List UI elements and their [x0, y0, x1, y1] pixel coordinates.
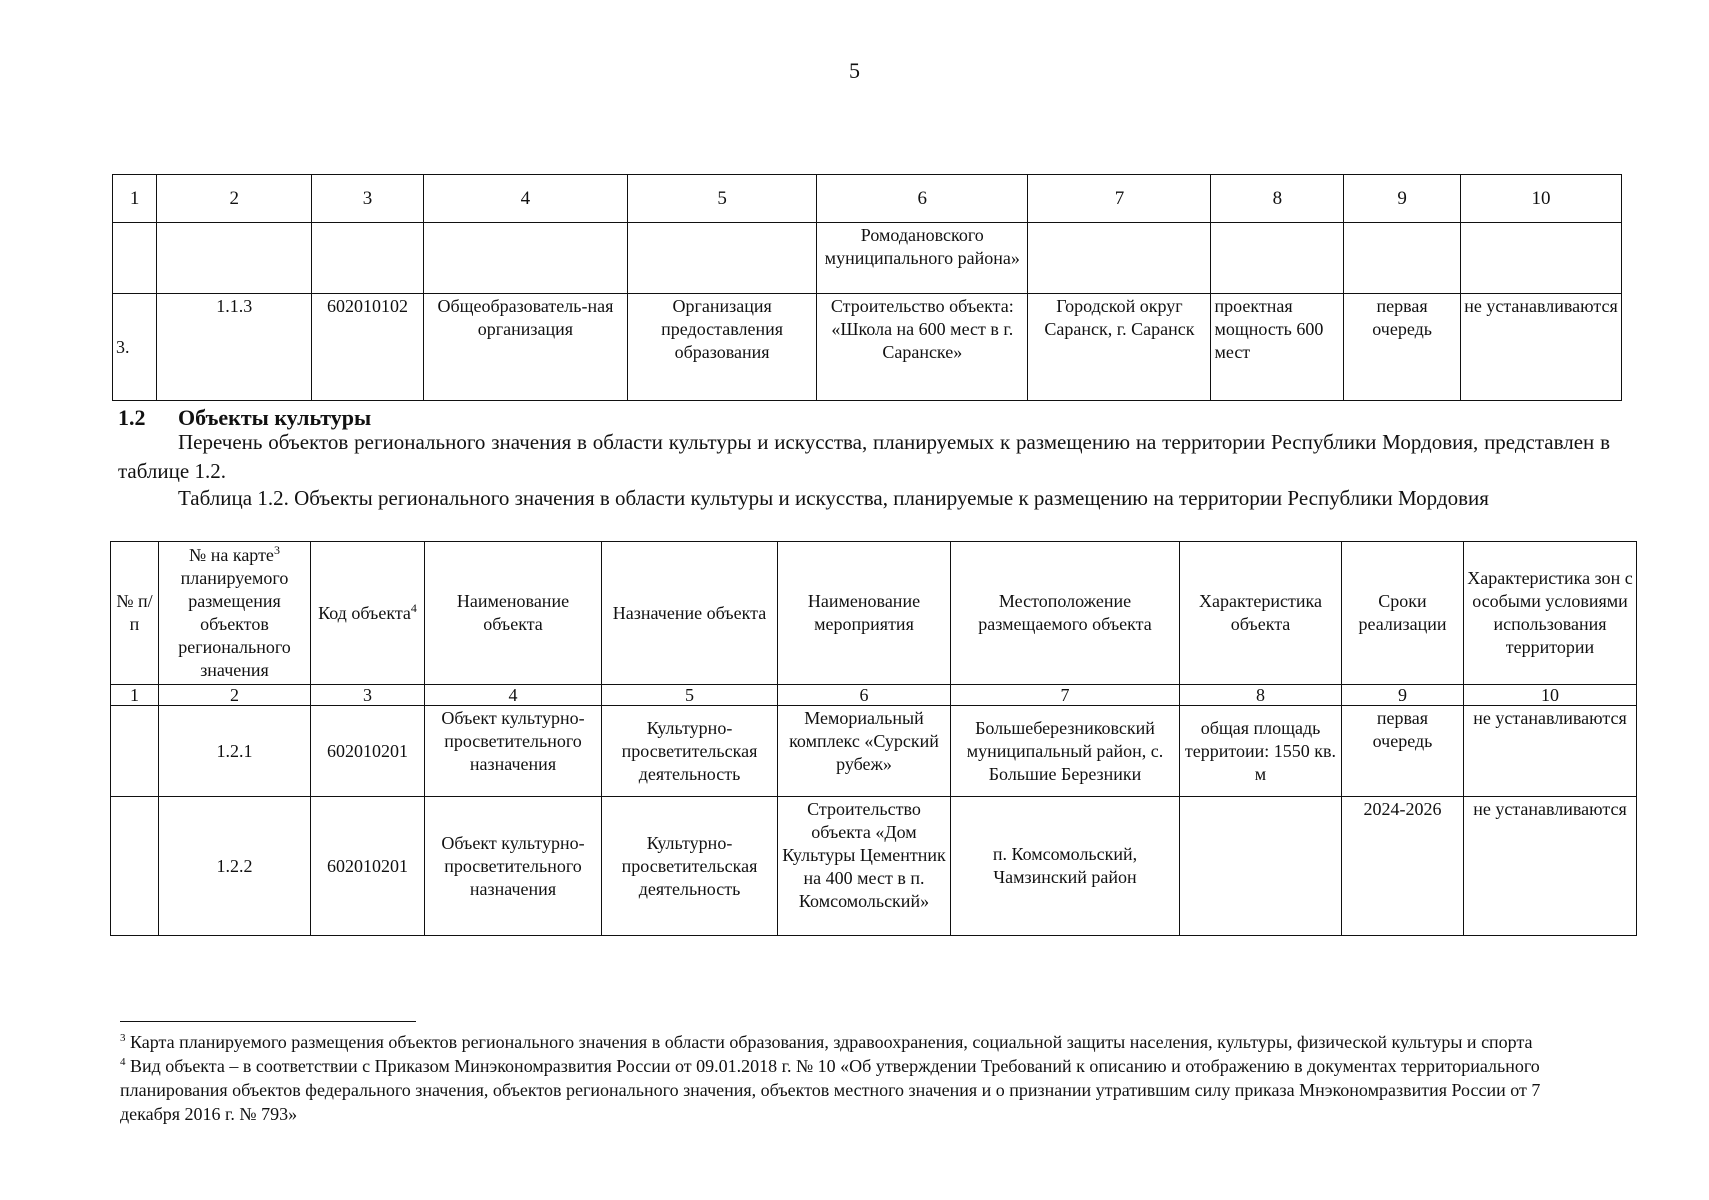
table-row	[113, 294, 1622, 401]
table-cell: не устанавливаются	[1460, 294, 1621, 401]
section-paragraph: Перечень объектов регионального значения в области культуры и искусства, планируемых к размещению на территории Республики Мордовия, представлен в таблице 1.2.	[118, 430, 1610, 483]
table-cell: проектная мощность 600 мест	[1211, 294, 1344, 401]
header-text: № на карте	[189, 545, 274, 565]
header-cell: Характеристика объекта	[1180, 542, 1342, 685]
footnote	[120, 1054, 1596, 1126]
table-objects-culture	[110, 541, 1637, 936]
column-number: 9	[1342, 685, 1464, 706]
column-number: 5	[602, 685, 778, 706]
header-cell: Характеристика зон с особыми условиями использования территории	[1464, 542, 1637, 685]
column-number: 6	[817, 175, 1028, 223]
header-cell: Местоположение размещаемого объекта	[951, 542, 1180, 685]
table-cell: Объект культурно-просветительного назначения	[425, 797, 602, 936]
table-cell: Культурно-просветительская деятельность	[602, 706, 778, 797]
footnote-ref: 3	[273, 543, 280, 557]
column-number: 1	[113, 175, 157, 223]
column-number: 6	[778, 685, 951, 706]
footnote-mark: 3	[120, 1032, 126, 1044]
table-numbers-row	[111, 685, 1637, 706]
table-row	[113, 223, 1622, 294]
table-row	[111, 797, 1637, 936]
table-cell: 3.	[113, 294, 157, 401]
table-cell	[157, 223, 312, 294]
column-number: 3	[311, 685, 425, 706]
table-cell: Ромодановского муниципального района»	[817, 223, 1028, 294]
table-cell	[628, 223, 817, 294]
column-number: 8	[1211, 175, 1344, 223]
table-cell	[111, 706, 159, 797]
table-caption: Таблица 1.2. Объекты регионального значения в области культуры и искусства, планируемые к размещению на территории Республики Мордовия	[178, 486, 1489, 510]
table-cell: 1.1.3	[157, 294, 312, 401]
header-cell: Сроки реализации	[1342, 542, 1464, 685]
header-cell: Назначение объекта	[602, 542, 778, 685]
column-number: 5	[628, 175, 817, 223]
table-cell: не устанавливаются	[1464, 797, 1637, 936]
table-cell	[312, 223, 424, 294]
header-cell	[311, 542, 425, 685]
table-cell	[1180, 797, 1342, 936]
table-cell	[111, 797, 159, 936]
footnote-mark: 4	[120, 1056, 126, 1068]
column-number: 4	[425, 685, 602, 706]
section-number: 1.2	[118, 405, 146, 430]
table-cell: 602010201	[311, 706, 425, 797]
table-cell	[1460, 223, 1621, 294]
table-cell	[423, 223, 627, 294]
column-number: 10	[1464, 685, 1637, 706]
table-cell: 602010102	[312, 294, 424, 401]
footnotes	[120, 1030, 1596, 1126]
table-cell: Мемориальный комплекс «Сурский рубеж»	[778, 706, 951, 797]
table-cell: 602010201	[311, 797, 425, 936]
column-number: 7	[951, 685, 1180, 706]
column-number: 4	[423, 175, 627, 223]
footnote-divider	[120, 1021, 416, 1022]
table-cell: п. Комсомольский, Чамзинский район	[951, 797, 1180, 936]
table-cell: Большеберезниковский муниципальный район, с. Большие Березники	[951, 706, 1180, 797]
header-cell: Наименование объекта	[425, 542, 602, 685]
footnote-ref: 4	[410, 600, 417, 615]
table-header-row	[113, 175, 1622, 223]
table-cell: Культурно-просветительская деятельность	[602, 797, 778, 936]
header-cell: Наименование мероприятия	[778, 542, 951, 685]
header-text: планируемого размещения объектов регионального значения	[178, 568, 291, 680]
header-cell: № п/п	[111, 542, 159, 685]
table-cell: Объект культурно-просветительного назначения	[425, 706, 602, 797]
table-cell	[1028, 223, 1211, 294]
table-row	[111, 706, 1637, 797]
table-cell: общая площадь территоии: 1550 кв. м	[1180, 706, 1342, 797]
table-cell: 1.2.1	[159, 706, 311, 797]
table-cell: Городской округ Саранск, г. Саранск	[1028, 294, 1211, 401]
table-cell: Строительство объекта: «Школа на 600 мест в г. Саранске»	[817, 294, 1028, 401]
table-header-row	[111, 542, 1637, 685]
column-number: 10	[1460, 175, 1621, 223]
table-cell: 1.2.2	[159, 797, 311, 936]
header-cell	[159, 542, 311, 685]
table-cell	[1344, 223, 1461, 294]
table-cell: Общеобразователь-ная организация	[423, 294, 627, 401]
footnote	[120, 1030, 1596, 1054]
column-number: 3	[312, 175, 424, 223]
column-number: 9	[1344, 175, 1461, 223]
table-cell	[113, 223, 157, 294]
footnote-text: Вид объекта – в соответствии с Приказом Минэкономразвития России от 09.01.2018 г. № 10 «Об утверждении Требований к описанию и отображению в документах территориального планирования объектов федерального значения, объектов регионального значения, объектов местного значения и о признании утратившим силу приказа Мнэкономразвития России от 7 декабря 2016 г. № 793»	[120, 1056, 1541, 1124]
table-cell: не устанавливаются	[1464, 706, 1637, 797]
table-cell: первая очередь	[1342, 706, 1464, 797]
column-number: 8	[1180, 685, 1342, 706]
page-number: 5	[849, 58, 860, 83]
table-cell: первая очередь	[1344, 294, 1461, 401]
footnote-text: Карта планируемого размещения объектов регионального значения в области образования, здравоохранения, социальной защиты населения, культуры, физической культуры и спорта	[130, 1032, 1533, 1052]
table-cell	[1211, 223, 1344, 294]
table-cell: Организация предоставления образования	[628, 294, 817, 401]
column-number: 7	[1028, 175, 1211, 223]
column-number: 2	[159, 685, 311, 706]
header-text: Код объекта	[318, 602, 411, 623]
column-number: 2	[157, 175, 312, 223]
column-number: 1	[111, 685, 159, 706]
table-cell: 2024-2026	[1342, 797, 1464, 936]
table-cell: Строительство объекта «Дом Культуры Цементник на 400 мест в п. Комсомольский»	[778, 797, 951, 936]
table-objects-education-continued	[112, 174, 1622, 401]
section-title: Объекты культуры	[178, 405, 372, 430]
